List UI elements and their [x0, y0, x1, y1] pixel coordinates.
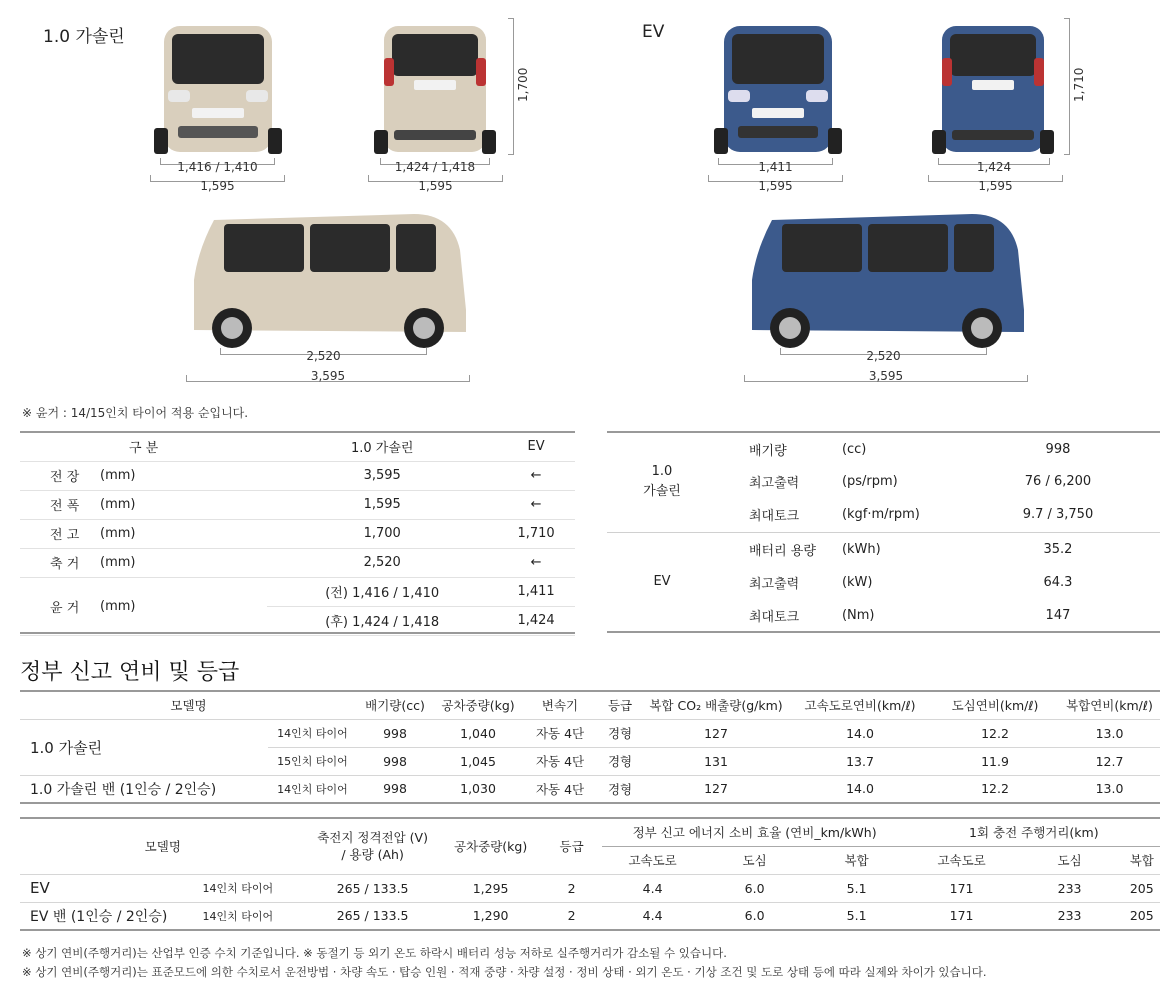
row-grade: 경형 [597, 747, 643, 775]
row-highway: 14.0 [789, 775, 931, 803]
fuel-header-co2: 복합 CO₂ 배출량(g/km) [643, 691, 789, 719]
row-name: 축 거 [20, 548, 100, 577]
ev-sub-range-highway: 고속도로 [908, 846, 1016, 874]
row-cc: 998 [357, 775, 433, 803]
row-ev: 1,424 [497, 606, 575, 635]
row-unit: (mm) [100, 461, 267, 490]
row-unit: (mm) [100, 548, 267, 577]
row-city: 12.2 [931, 775, 1059, 803]
fuel-header-city: 도심연비(km/ℓ) [931, 691, 1059, 719]
dim-header-ev: EV [497, 432, 575, 461]
row-tire: 14인치 타이어 [170, 874, 306, 902]
row-city: 11.9 [931, 747, 1059, 775]
row-grade: 경형 [597, 775, 643, 803]
row-item: 최대토크 [717, 498, 816, 532]
row-eff-city: 6.0 [704, 902, 806, 930]
row-highway: 13.7 [789, 747, 931, 775]
fuel-header-highway: 고속도로연비(km/ℓ) [789, 691, 931, 719]
row-item: 최고출력 [749, 476, 800, 491]
ev-header-range: 1회 충전 주행거리(km) [908, 818, 1160, 846]
ev-sub-city: 도심 [704, 846, 806, 874]
dim-table-bottom-rule [20, 632, 575, 634]
row-model: 1.0 가솔린 [20, 719, 268, 775]
gas-front-width: 1,595 [200, 179, 235, 193]
row-grade: 2 [542, 902, 602, 930]
table-row [20, 548, 575, 577]
row-gas: (전) 1,416 / 1,410 [267, 577, 497, 606]
row-unit: (kWh) [841, 541, 881, 557]
row-range-highway: 171 [908, 902, 1016, 930]
row-value: 64.3 [1043, 575, 1073, 590]
ev-side-view-image [742, 210, 1032, 350]
row-gas: 1,595 [267, 490, 497, 519]
ev-group-label: EV [607, 532, 717, 632]
row-eff-combined: 5.1 [806, 874, 908, 902]
row-eff-highway: 4.4 [602, 902, 704, 930]
table-row [20, 719, 1160, 747]
ev-sub-range-city: 도심 [1016, 846, 1124, 874]
dim-header-gas: 1.0 가솔린 [267, 432, 497, 461]
table-row [20, 902, 1160, 930]
tread-note: ※ 윤거 : 14/15인치 타이어 적용 순입니다. [22, 406, 249, 420]
row-range-combined: 205 [1124, 874, 1160, 902]
gas-rear-width: 1,595 [418, 179, 453, 193]
ev-efficiency-table [20, 817, 1160, 931]
table-row [20, 874, 1160, 902]
row-item: 최고출력 [749, 577, 800, 592]
row-gas: (후) 1,424 / 1,418 [267, 606, 497, 635]
ev-rear-track: 1,424 [976, 160, 1012, 174]
row-range-highway: 171 [908, 874, 1016, 902]
fuel-header-grade: 등급 [597, 691, 643, 719]
ev-front-width: 1,595 [758, 179, 793, 193]
ev-rear-width: 1,595 [978, 179, 1013, 193]
row-value: 9.7 / 3,750 [956, 498, 1160, 532]
row-unit: (mm) [100, 490, 267, 519]
engine-table [607, 431, 1160, 633]
row-model: EV 밴 (1인승 / 2인승) [20, 902, 170, 930]
row-cc: 998 [357, 747, 433, 775]
row-value: 35.2 [1043, 541, 1073, 557]
gas-rear-view-image [370, 18, 500, 158]
gas-front-view-image [148, 18, 288, 158]
row-voltage: 265 / 133.5 [306, 902, 440, 930]
row-transmission: 자동 4단 [523, 747, 597, 775]
table-row [607, 532, 1160, 566]
table-row [20, 577, 575, 606]
row-transmission: 자동 4단 [523, 775, 597, 803]
row-co2: 127 [643, 719, 789, 747]
row-ev: 1,710 [497, 519, 575, 548]
row-gas: 3,595 [267, 461, 497, 490]
table-row [20, 519, 575, 548]
row-range-city: 233 [1016, 874, 1124, 902]
row-range-city: 233 [1016, 902, 1124, 930]
fuel-header-combined: 복합연비(km/ℓ) [1059, 691, 1160, 719]
ev-section-label: EV [642, 22, 665, 42]
gas-front-track: 1,416 / 1,410 [177, 160, 258, 174]
row-unit: (Nm) [816, 599, 956, 632]
table-row [20, 461, 575, 490]
row-weight: 1,030 [433, 775, 523, 803]
row-city: 12.2 [931, 719, 1059, 747]
gas-wheelbase: 2,520 [306, 349, 341, 363]
footnote-1: ※ 상기 연비(주행거리)는 산업부 인증 수치 기준입니다. ※ 동절기 등 외기 온도 하락시 배터리 성능 저하로 실주행거리가 감소될 수 있습니다. [22, 946, 727, 960]
ev-header-grade: 등급 [542, 818, 602, 874]
ev-sub-range-combined: 복합 [1124, 846, 1160, 874]
row-name: 윤 거 [20, 577, 100, 635]
ev-wheelbase: 2,520 [866, 349, 901, 363]
row-unit: (mm) [100, 577, 267, 635]
row-unit: (cc) [841, 441, 867, 457]
row-unit: (ps/rpm) [841, 474, 898, 489]
ev-sub-combined: 복합 [806, 846, 908, 874]
footnote-2: ※ 상기 연비(주행거리)는 표준모드에 의한 수치로서 운전방법 · 차량 속도 · 탑승 인원 · 적재 중량 · 차량 설정 · 정비 상태 · 외기 온도 · 기상 조건 및 도로 상태 등에 따라 실제와 차이가 있습니다. [22, 965, 987, 979]
ev-height: 1,710 [1072, 67, 1086, 102]
gas-height-line [508, 18, 514, 155]
gasoline-section-label: 1.0 가솔린 [43, 27, 125, 47]
row-unit: (kgf·m/rpm) [816, 498, 956, 532]
table-row [607, 432, 1160, 465]
row-grade: 2 [542, 874, 602, 902]
row-value: 998 [1045, 441, 1071, 457]
ev-header-weight: 공차중량(kg) [440, 818, 542, 874]
row-name: 전 고 [20, 519, 100, 548]
gas-rear-track: 1,424 / 1,418 [394, 160, 476, 174]
fuel-header-model: 모델명 [20, 691, 357, 719]
dimension-table [20, 431, 575, 636]
row-unit: (kW) [841, 575, 873, 590]
gas-height: 1,700 [516, 67, 530, 102]
fuel-header-transmission: 변속기 [523, 691, 597, 719]
row-highway: 14.0 [789, 719, 931, 747]
row-ev: ← [497, 548, 575, 577]
row-tire: 14인치 타이어 [170, 902, 306, 930]
row-tire: 15인치 타이어 [268, 747, 357, 775]
gas-side-view-image [184, 210, 474, 350]
row-co2: 131 [643, 747, 789, 775]
ev-front-view-image [708, 18, 848, 158]
row-eff-highway: 4.4 [602, 874, 704, 902]
row-item: 최대토크 [717, 599, 816, 632]
table-row [20, 490, 575, 519]
row-eff-city: 6.0 [704, 874, 806, 902]
row-cc: 998 [357, 719, 433, 747]
row-weight: 1,045 [433, 747, 523, 775]
row-transmission: 자동 4단 [523, 719, 597, 747]
ev-header-model: 모델명 [20, 818, 306, 874]
row-value: 147 [956, 599, 1160, 632]
row-weight: 1,295 [440, 874, 542, 902]
gas-length: 3,595 [310, 369, 346, 383]
ev-header-efficiency: 정부 신고 에너지 소비 효율 (연비_km/kWh) [602, 818, 908, 846]
row-model: EV [20, 874, 170, 902]
row-weight: 1,290 [440, 902, 542, 930]
row-name: 전 장 [20, 461, 100, 490]
row-gas: 2,520 [267, 548, 497, 577]
ev-sub-highway: 고속도로 [602, 846, 704, 874]
row-item: 배기량 [749, 443, 787, 459]
row-combined: 13.0 [1059, 775, 1160, 803]
ev-header-voltage: 축전지 정격전압 (V) / 용량 (Ah) [306, 818, 440, 874]
fuel-header-cc: 배기량(cc) [357, 691, 433, 719]
row-range-combined: 205 [1124, 902, 1160, 930]
row-ev: ← [497, 490, 575, 519]
fuel-section-title: 정부 신고 연비 및 등급 [20, 660, 240, 685]
row-model: 1.0 가솔린 밴 (1인승 / 2인승) [20, 775, 268, 803]
gas-group-label: 1.0 가솔린 [607, 432, 717, 532]
row-tire: 14인치 타이어 [268, 775, 357, 803]
row-value: 76 / 6,200 [1024, 474, 1092, 489]
row-eff-combined: 5.1 [806, 902, 908, 930]
row-weight: 1,040 [433, 719, 523, 747]
row-combined: 13.0 [1059, 719, 1160, 747]
fuel-header-weight: 공차중량(kg) [433, 691, 523, 719]
row-combined: 12.7 [1059, 747, 1160, 775]
row-ev: ← [497, 461, 575, 490]
row-grade: 경형 [597, 719, 643, 747]
table-row [20, 775, 1160, 803]
row-unit: (mm) [100, 519, 267, 548]
row-tire: 14인치 타이어 [268, 719, 357, 747]
row-voltage: 265 / 133.5 [306, 874, 440, 902]
row-ev: 1,411 [497, 577, 575, 606]
row-co2: 127 [643, 775, 789, 803]
ev-length: 3,595 [868, 369, 904, 383]
dim-header-category: 구 분 [20, 432, 267, 461]
ev-height-line [1064, 18, 1070, 155]
ev-front-track: 1,411 [758, 160, 793, 174]
row-gas: 1,700 [267, 519, 497, 548]
fuel-efficiency-table [20, 690, 1160, 804]
ev-rear-view-image [928, 18, 1058, 158]
row-item: 배터리 용량 [749, 543, 816, 559]
row-name: 전 폭 [20, 490, 100, 519]
